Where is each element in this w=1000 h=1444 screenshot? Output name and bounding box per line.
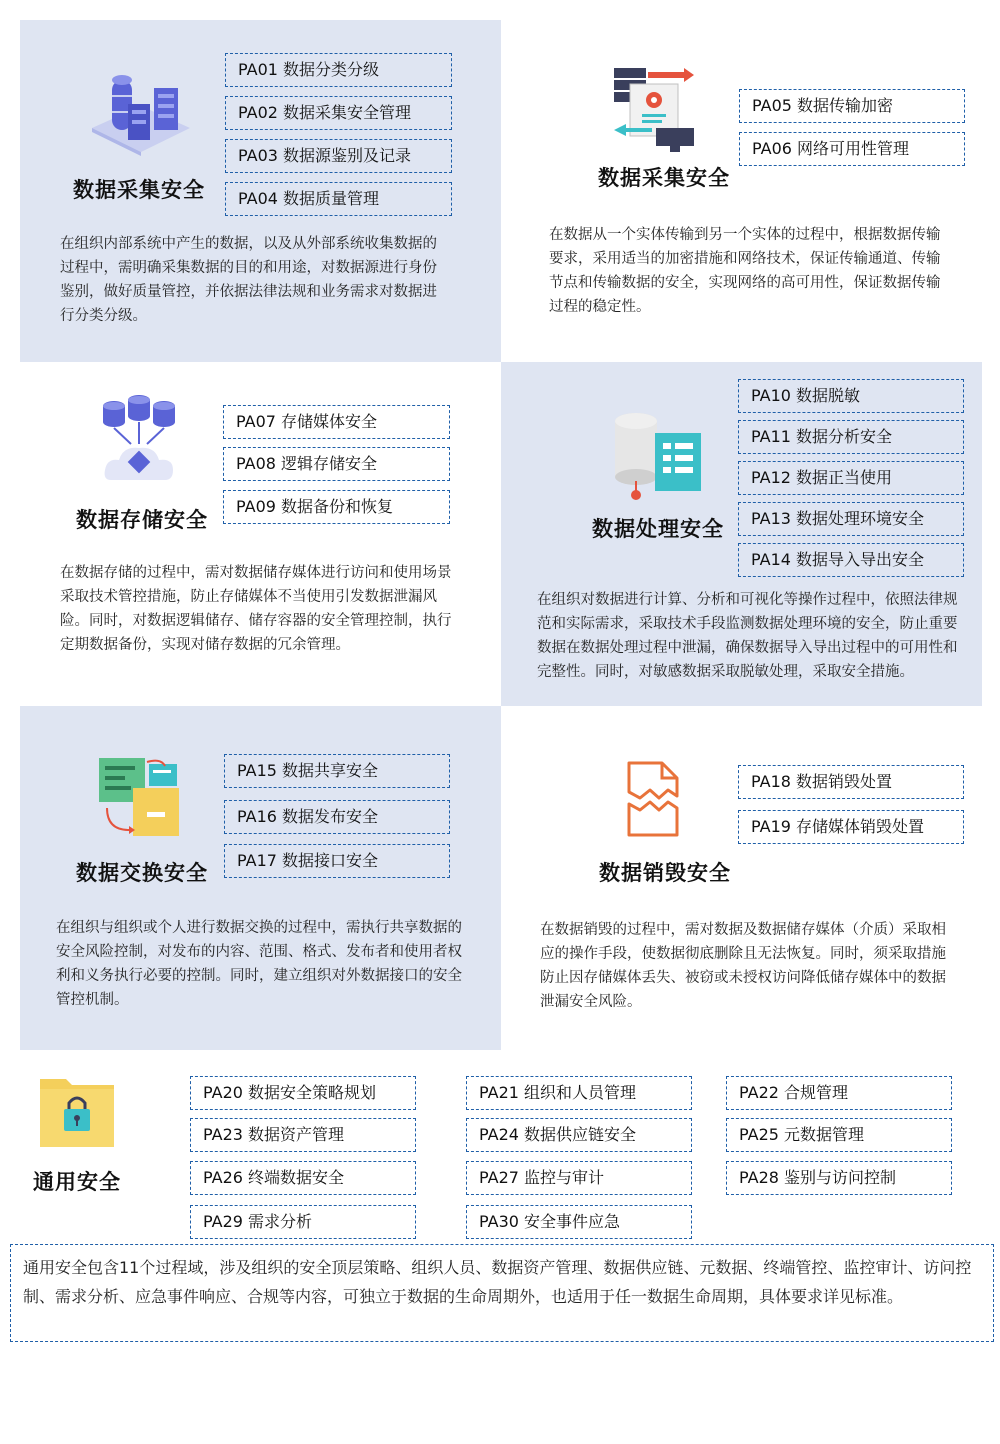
process-area-item: PA05 数据传输加密: [739, 89, 965, 123]
section-description: 在组织对数据进行计算、分析和可视化等操作过程中，依照法律规范和实际需求，采取技术手段监测数据处理环境的安全，防止重要数据在数据处理过程中泄漏，确保数据导入导出过程中的可用性和完整性。同时，对敏感数据采取脱敏处理，采取安全措施。: [537, 592, 958, 680]
process-area-item: PA02 数据采集安全管理: [225, 96, 452, 130]
section-title: 数据处理安全: [592, 517, 724, 541]
process-area-item: PA25 元数据管理: [726, 1118, 952, 1152]
database-document-icon: [613, 411, 703, 501]
process-area-item: PA03 数据源鉴别及记录: [225, 139, 452, 173]
process-area-item: PA20 数据安全策略规划: [190, 1076, 416, 1110]
server-stack-icon: [88, 70, 194, 156]
section-description: 在组织内部系统中产生的数据，以及从外部系统收集数据的过程中，需明确采集数据的目的和用途，对数据源进行身份鉴别，做好质量管控，并依据法律法规和业务需求对数据进行分类分级。: [60, 236, 437, 324]
shredded-file-icon: [626, 760, 680, 838]
process-area-item: PA11 数据分析安全: [738, 420, 964, 454]
process-area-item: PA07 存储媒体安全: [223, 405, 450, 439]
process-area-item: PA19 存储媒体销毁处置: [738, 810, 964, 844]
cloud-database-icon: [101, 392, 177, 484]
process-area-item: PA28 鉴别与访问控制: [726, 1161, 952, 1195]
process-area-item: PA18 数据销毁处置: [738, 765, 964, 799]
process-area-item: PA08 逻辑存储安全: [223, 447, 450, 481]
process-area-item: PA23 数据资产管理: [190, 1118, 416, 1152]
process-area-item: PA01 数据分类分级: [225, 53, 452, 87]
process-area-item: PA15 数据共享安全: [224, 754, 450, 788]
process-area-item: PA22 合规管理: [726, 1076, 952, 1110]
process-area-item: PA04 数据质量管理: [225, 182, 452, 216]
process-area-item: PA10 数据脱敏: [738, 379, 964, 413]
process-area-item: PA09 数据备份和恢复: [223, 490, 450, 524]
process-area-item: PA29 需求分析: [190, 1205, 416, 1239]
general-description: 通用安全包含11个过程域，涉及组织的安全顶层策略、组织人员、数据资产管理、数据供应链、元数据、终端管控、监控审计、访问控制、需求分析、应急事件响应、合规等内容，可独立于数据的生命周期外，也适用于任一数据生命周期，具体要求详见标准。: [10, 1244, 994, 1342]
locked-folder-icon: [40, 1075, 114, 1147]
section-title: 数据交换安全: [76, 861, 208, 885]
section-description: 在组织与组织或个人进行数据交换的过程中，需执行共享数据的安全风险控制，对发布的内容、范围、格式、发布者和使用者权利和义务执行必要的控制。同时，建立组织对外数据接口的安全管控机制。: [56, 920, 462, 1008]
section-title: 数据存储安全: [76, 508, 208, 532]
process-area-item: PA24 数据供应链安全: [466, 1118, 692, 1152]
process-area-item: PA06 网络可用性管理: [739, 132, 965, 166]
section-description: 在数据存储的过程中，需对数据储存媒体进行访问和使用场景采取技术管控措施，防止存储媒体不当使用引发数据泄漏风险。同时，对数据逻辑储存、储存容器的安全管理控制，执行定期数据备份，实现对储存数据的冗余管理。: [60, 565, 452, 653]
data-transfer-icon: [612, 66, 696, 154]
exchange-documents-icon: [97, 756, 181, 838]
process-area-item: PA26 终端数据安全: [190, 1161, 416, 1195]
section-title: 数据采集安全: [598, 166, 730, 190]
section-title: 通用安全: [33, 1170, 121, 1194]
section-description: 在数据从一个实体传输到另一个实体的过程中，根据数据传输要求，采用适当的加密措施和网络技术，保证传输通道、传输节点和传输数据的安全，实现网络的高可用性，保证数据传输过程的稳定性。: [549, 227, 941, 315]
process-area-item: PA30 安全事件应急: [466, 1205, 692, 1239]
process-area-item: PA27 监控与审计: [466, 1161, 692, 1195]
process-area-item: PA12 数据正当使用: [738, 461, 964, 495]
process-area-item: PA21 组织和人员管理: [466, 1076, 692, 1110]
process-area-item: PA16 数据发布安全: [224, 800, 450, 834]
process-area-item: PA14 数据导入导出安全: [738, 543, 964, 577]
section-title: 数据销毁安全: [599, 861, 731, 885]
process-area-item: PA13 数据处理环境安全: [738, 502, 964, 536]
section-title: 数据采集安全: [73, 178, 205, 202]
section-description: 在数据销毁的过程中，需对数据及数据储存媒体（介质）采取相应的操作手段，使数据彻底删除且无法恢复。同时，须采取措施防止因存储媒体丢失、被窃或未授权访问降低储存媒体中的数据泄漏安全风险。: [540, 922, 946, 1010]
process-area-item: PA17 数据接口安全: [224, 844, 450, 878]
